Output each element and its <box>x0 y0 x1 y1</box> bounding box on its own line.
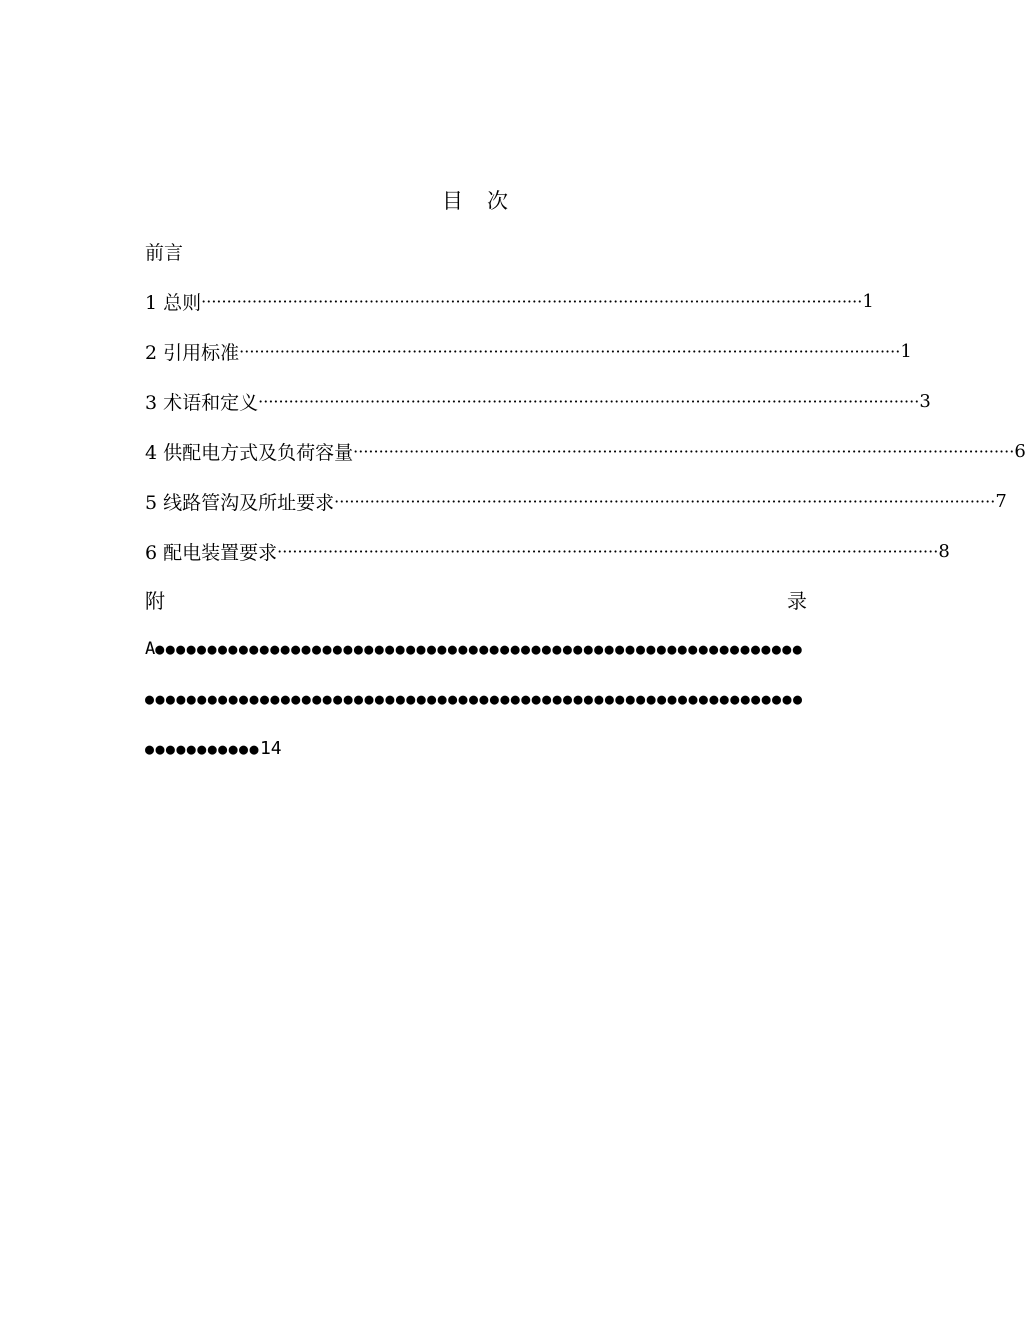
toc-entry-label: 5 线路管沟及所址要求 <box>145 491 335 514</box>
leader-dots: ·································································································································· <box>201 292 863 311</box>
toc-entry-page: 1 <box>862 290 874 312</box>
toc-entry-page: 6 <box>1014 440 1026 462</box>
leader-bullets: ●●●●●●●●●●● <box>145 740 260 758</box>
toc-preface <box>145 236 183 266</box>
leader-dots: ·································································································································· <box>353 442 1015 461</box>
appendix-leader-line-3 <box>145 734 345 764</box>
appendix-letter: A <box>145 639 156 659</box>
toc-entry[interactable] <box>145 286 874 316</box>
toc-entry-label: 4 供配电方式及负荷容量 <box>145 441 354 464</box>
toc-title <box>0 186 950 216</box>
toc-entry-label: 2 引用标准 <box>145 341 240 364</box>
toc-entry[interactable] <box>145 436 1026 466</box>
toc-entry-label: 1 总则 <box>145 291 202 314</box>
toc-entry-label: 3 术语和定义 <box>145 391 259 414</box>
leader-bullets: ●●●●●●●●●●●●●●●●●●●●●●●●●●●●●●●●●●●●●●●●●●●●●●●●●●●●●●●●●●●●●● <box>155 640 804 658</box>
toc-entry-page: 8 <box>938 540 950 562</box>
toc-entry[interactable] <box>145 336 912 366</box>
toc-appendix-heading <box>145 584 807 614</box>
toc-entry-page: 7 <box>995 490 1007 512</box>
toc-entry-page: 3 <box>919 390 931 412</box>
toc-entry-page: 1 <box>900 340 912 362</box>
leader-dots: ·································································································································· <box>258 392 920 411</box>
appendix-leader-line-1[interactable] <box>145 634 804 664</box>
toc-entry[interactable] <box>145 536 950 566</box>
toc-title-second-char: 次 <box>487 189 508 213</box>
appendix-page: 14 <box>259 738 282 759</box>
toc-entry[interactable] <box>145 486 1007 516</box>
toc-entry[interactable] <box>145 386 931 416</box>
leader-dots: ·································································································································· <box>277 542 939 561</box>
appendix-head-left: 附 <box>145 588 165 613</box>
appendix-leader-line-2 <box>145 684 804 714</box>
toc-preface-label: 前言 <box>145 241 184 264</box>
leader-dots: ·································································································································· <box>239 342 901 361</box>
toc-entry-label: 6 配电装置要求 <box>145 541 278 564</box>
appendix-head-right: 录 <box>787 588 807 613</box>
toc-title-first-char: 目 <box>442 189 463 213</box>
leader-bullets: ●●●●●●●●●●●●●●●●●●●●●●●●●●●●●●●●●●●●●●●●●●●●●●●●●●●●●●●●●●●●●●● <box>145 690 804 708</box>
leader-dots: ·································································································································· <box>334 492 996 511</box>
